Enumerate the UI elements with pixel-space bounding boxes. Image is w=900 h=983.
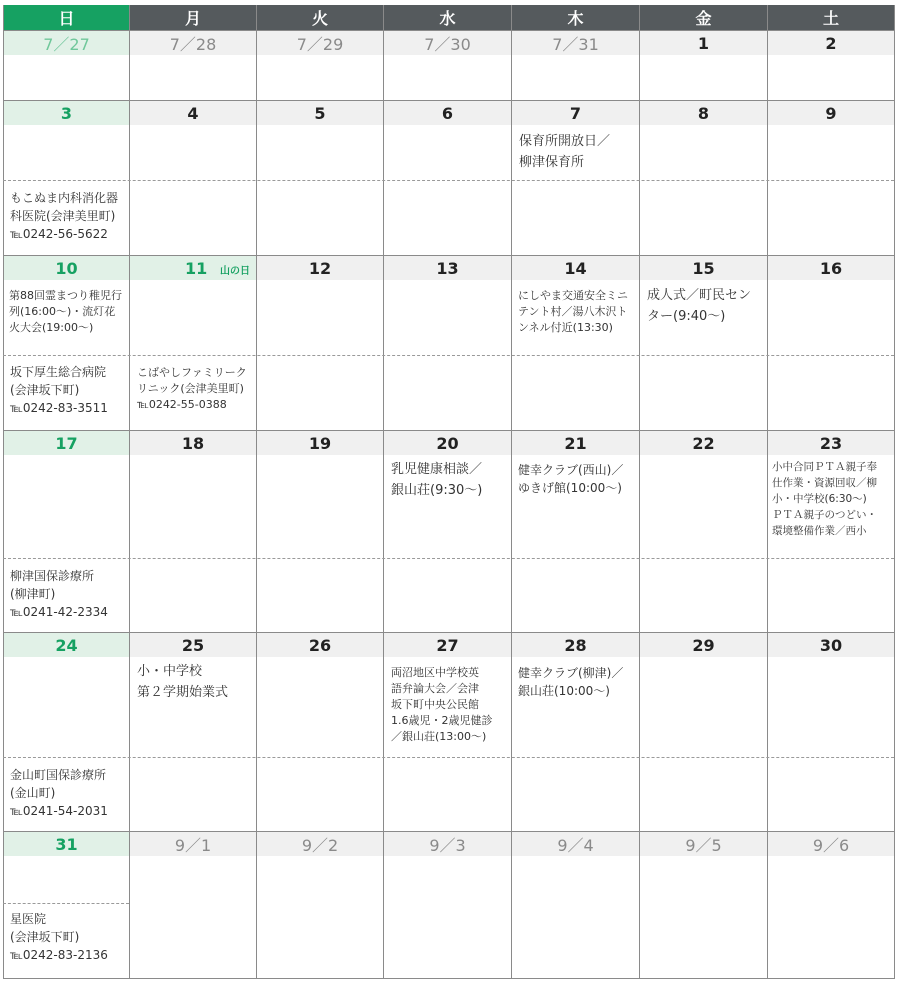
- date-cell: 9／6: [768, 832, 894, 856]
- date-cell: 16: [768, 256, 894, 280]
- doctor-on-duty: 金山町国保診療所 (金山町) ℡0241-54-2031: [10, 768, 108, 818]
- date-cell: 24: [4, 633, 129, 657]
- event-text: 健幸クラブ(柳津)／ 銀山荘(10:00～): [518, 666, 624, 698]
- event-text: 両沼地区中学校英 語弁論大会／会津 坂下町中央公民館 1.6歳児・2歳児健診 ／銀山荘(13:00～): [391, 666, 493, 743]
- date-cell: 19: [257, 431, 383, 455]
- weekday-header-sat: 土: [768, 5, 894, 30]
- date-cell: 9／3: [384, 832, 511, 856]
- weekday-header-sun: 日: [4, 5, 129, 30]
- event-text: 健幸クラブ(西山)／ ゆきげ館(10:00～): [518, 463, 624, 495]
- date-cell: 14: [512, 256, 639, 280]
- date-cell: 22: [640, 431, 767, 455]
- date-cell: 21: [512, 431, 639, 455]
- date-cell: 17: [4, 431, 129, 455]
- date-cell: 6: [384, 101, 511, 125]
- event-text: 第88回霊まつり稚児行 列(16:00～)・流灯花 火大会(19:00～): [9, 289, 122, 334]
- date-cell: 7／28: [130, 31, 256, 55]
- date-cell: 9／4: [512, 832, 639, 856]
- doctor-on-duty: もこぬま内科消化器 科医院(会津美里町) ℡0242-56-5622: [10, 191, 119, 241]
- date-cell: 1: [640, 31, 767, 55]
- date-cell: 18: [130, 431, 256, 455]
- event-text: にしやま交通安全ミニ テント村／湯八木沢ト ンネル付近(13:30): [518, 289, 628, 334]
- date-cell: 9／5: [640, 832, 767, 856]
- date-cell: 7／30: [384, 31, 511, 55]
- date-cell-holiday: [130, 256, 256, 280]
- doctor-on-duty: 柳津国保診療所 (柳津町) ℡0241-42-2334: [10, 569, 108, 619]
- doctor-on-duty: 坂下厚生総合病院 (会津坂下町) ℡0242-83-3511: [10, 365, 108, 415]
- date-cell: 23: [768, 431, 894, 455]
- holiday-label: 山の日: [220, 266, 250, 277]
- date-cell: 5: [257, 101, 383, 125]
- event-text: 小中合同ＰＴＡ親子奉 仕作業・資源回収／柳 小・中学校(6:30～) ＰＴＡ親子のつどい・ 環境整備作業／西小: [772, 461, 877, 537]
- date-cell: 15: [640, 256, 767, 280]
- date-cell: 28: [512, 633, 639, 657]
- event-text: 成人式／町民セン ター(9:40～): [647, 288, 752, 324]
- date-cell: 20: [384, 431, 511, 455]
- date-cell: 7: [512, 101, 639, 125]
- weekday-header-fri: 金: [640, 5, 767, 30]
- event-text: 小・中学校 第２学期始業式: [137, 664, 229, 700]
- weekday-header-wed: 水: [384, 5, 511, 30]
- date-cell: 2: [768, 31, 894, 55]
- date-cell: 7／29: [257, 31, 383, 55]
- date-cell: 30: [768, 633, 894, 657]
- doctor-on-duty: こばやしファミリーク リニック(会津美里町) ℡0242-55-0388: [137, 366, 247, 411]
- date-cell: 27: [384, 633, 511, 657]
- date-cell: 8: [640, 101, 767, 125]
- date-cell: 4: [130, 101, 256, 125]
- date-cell: 9: [768, 101, 894, 125]
- date-cell: 3: [4, 101, 129, 125]
- event-text: 保育所開放日／ 柳津保育所: [519, 134, 611, 170]
- weekday-header-tue: 火: [257, 5, 383, 30]
- date-cell: 31: [4, 832, 129, 856]
- date-cell: 9／2: [257, 832, 383, 856]
- calendar: [3, 5, 895, 979]
- doctor-on-duty: 星医院 (会津坂下町) ℡0242-83-2136: [10, 912, 108, 962]
- date-cell: 7／27: [4, 31, 129, 55]
- date-cell: 13: [384, 256, 511, 280]
- weekday-header-thu: 木: [512, 5, 639, 30]
- date-cell: 9／1: [130, 832, 256, 856]
- date-number: 11: [185, 258, 208, 278]
- date-cell: 25: [130, 633, 256, 657]
- date-cell: 10: [4, 256, 129, 280]
- date-cell: 29: [640, 633, 767, 657]
- weekday-header-mon: 月: [130, 5, 256, 30]
- date-cell: 26: [257, 633, 383, 657]
- date-cell: 12: [257, 256, 383, 280]
- date-cell: 7／31: [512, 31, 639, 55]
- event-text: 乳児健康相談／ 銀山荘(9:30～): [391, 462, 483, 498]
